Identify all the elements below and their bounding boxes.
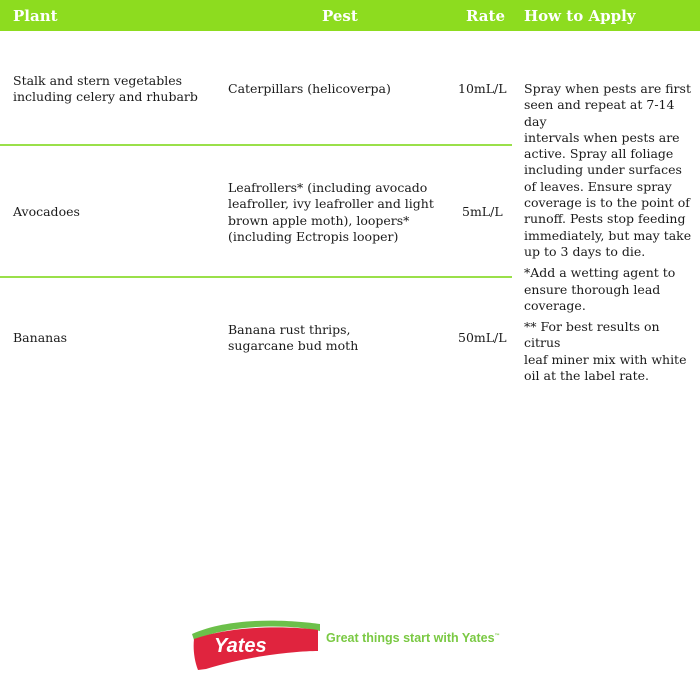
how-to-apply-text	[524, 81, 692, 389]
row-3-pest: Banana rust thrips, sugarcane bud moth	[228, 322, 359, 354]
trademark-symbol: ™	[494, 632, 500, 639]
header-how-to-apply: How to Apply	[524, 7, 636, 25]
row-1-pest: Caterpillars (helicoverpa)	[228, 81, 391, 96]
header-pest: Pest	[322, 7, 358, 25]
wetting-agent-note: *Add a wetting agent to ensure thorough lead coverage.	[524, 265, 676, 313]
header-plant: Plant	[13, 7, 58, 25]
row-divider	[0, 144, 512, 146]
citrus-note: ** For best results on citrus leaf miner mix with white oil at the label rate.	[524, 319, 687, 384]
header-rate: Rate	[466, 7, 506, 25]
row-divider	[0, 276, 512, 278]
row-1-plant: Stalk and stern vegetables including celery and rhubarb	[13, 73, 198, 105]
apply-instructions: Spray when pests are first seen and repeat at 7-14 day intervals when pests are active. Spray all foliage including under surfaces of leaves. Ensure spray coverage is to the point of runoff. Pests stop feeding immediately, but may take up to 3 days to die.	[524, 81, 692, 259]
row-3-rate: 50mL/L	[458, 330, 507, 345]
yates-logo	[192, 620, 320, 670]
brand-tagline: Great things start with Yates™	[326, 631, 500, 645]
row-1-rate: 10mL/L	[458, 81, 507, 96]
row-2-pest: Leafrollers* (including avocado leafroller, ivy leafroller and light brown apple moth), loopers* (including Ectropis looper)	[228, 180, 434, 244]
row-3-plant: Bananas	[13, 330, 68, 345]
row-2-rate: 5mL/L	[462, 204, 503, 219]
logo-wordmark: Yates	[214, 635, 267, 657]
table-header	[0, 0, 700, 31]
row-2-plant: Avocadoes	[13, 204, 80, 219]
